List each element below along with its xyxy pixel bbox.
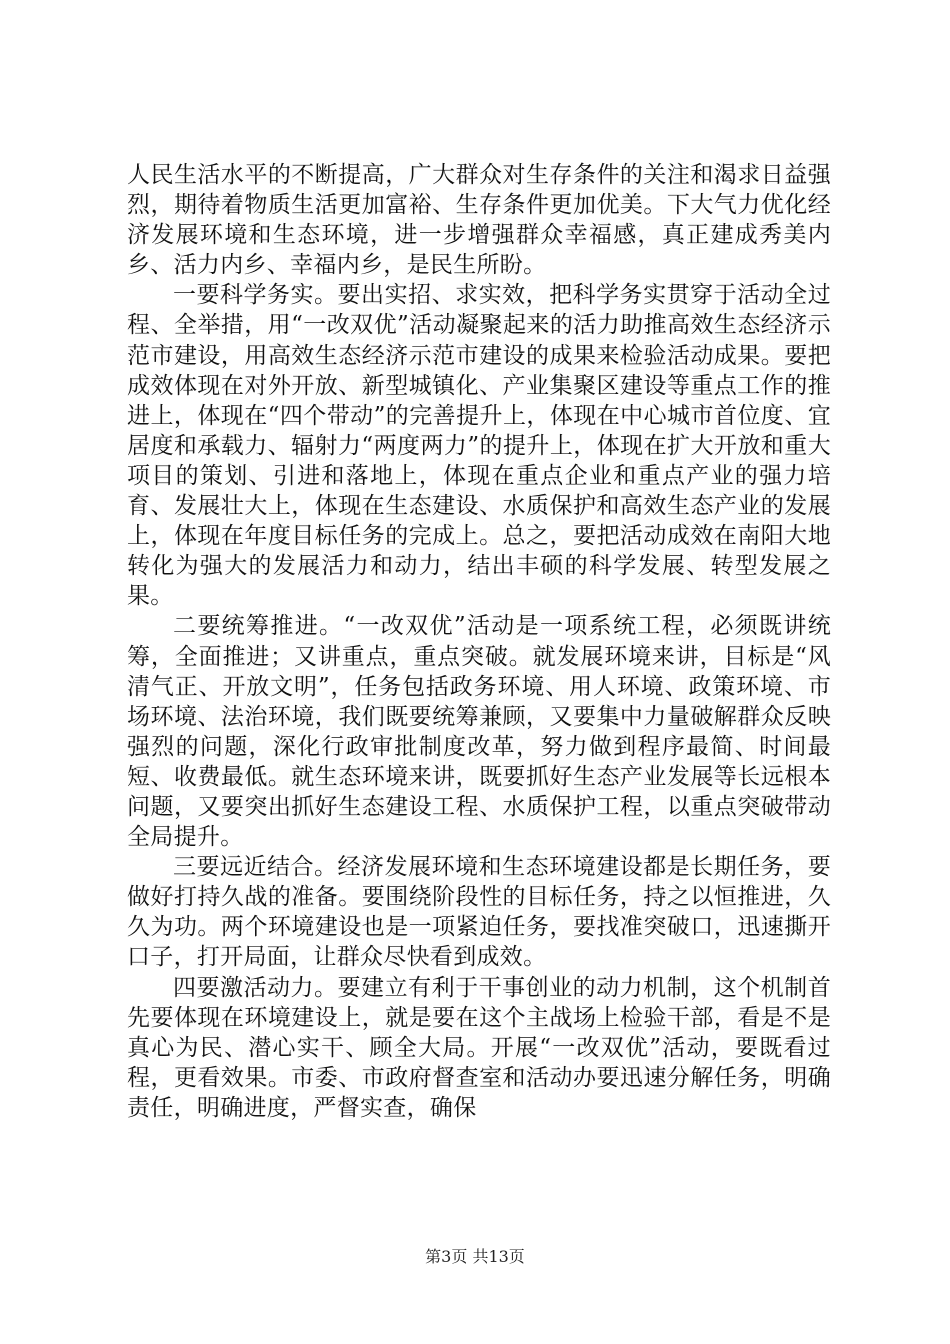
paragraph-scientific-practical: 一要科学务实。要出实招、求实效，把科学务实贯穿于活动全过程、全举措，用“一改双优”活动凝聚起来的活力助推高效生态经济示范市建设，用高效生态经济示范市建设的成果来检验活动成果。要把成效体现在对外开放、新型城镇化、产业集聚区建设等重点工作的推进上，体现在“四个带动”的完善提升上，体现在中心城市首位度、宜居度和承载力、辐射力“两度两力”的提升上，体现在扩大开放和重大项目的策划、引进和落地上，体现在重点企业和重点产业的强力培育、发展壮大上，体现在生态建设、水质保护和高效生态产业的发展上，体现在年度目标任务的完成上。总之，要把活动成效在南阳大地转化为强大的发展活力和动力，结出丰硕的科学发展、转型发展之果。 [127,282,831,610]
document-body [127,160,831,1123]
paragraph-activate-motivation: 四要激活动力。要建立有利于干事创业的动力机制，这个机制首先要体现在环境建设上，就是要在这个主战场上检验干部，看是不是真心为民、潜心实干、顾全大局。开展“一改双优”活动，要既看过程，更看效果。市委、市政府督查室和活动办要迅速分解任务，明确责任，明确进度，严督实查，确保 [127,974,831,1121]
paragraph-coordinated-advance: 二要统筹推进。“一改双优”活动是一项系统工程，必须既讲统筹，全面推进；又讲重点，重点突破。就发展环境来讲，目标是“风清气正、开放文明”，任务包括政务环境、用人环境、政策环境、市场环境、法治环境，我们既要统筹兼顾，又要集中力量破解群众反映强烈的问题，深化行政审批制度改革，努力做到程序最简、时间最短、收费最低。就生态环境来讲，既要抓好生态产业发展等长远根本问题，又要突出抓好生态建设工程、水质保护工程，以重点突破带动全局提升。 [127,613,831,851]
paragraph-long-short-term: 三要远近结合。经济发展环境和生态环境建设都是长期任务，要做好打持久战的准备。要围绕阶段性的目标任务，持之以恒推进，久久为功。两个环境建设也是一项紧迫任务，要找准突破口，迅速撕开口子，打开局面，让群众尽快看到成效。 [127,854,831,971]
page-footer: 第3页 共13页 [425,1247,525,1266]
paragraph-intro: 人民生活水平的不断提高，广大群众对生存条件的关注和渴求日益强烈，期待着物质生活更加富裕、生存条件更加优美。下大气力优化经济发展环境和生态环境，进一步增强群众幸福感，真正建成秀美内乡、活力内乡、幸福内乡，是民生所盼。 [127,162,831,279]
